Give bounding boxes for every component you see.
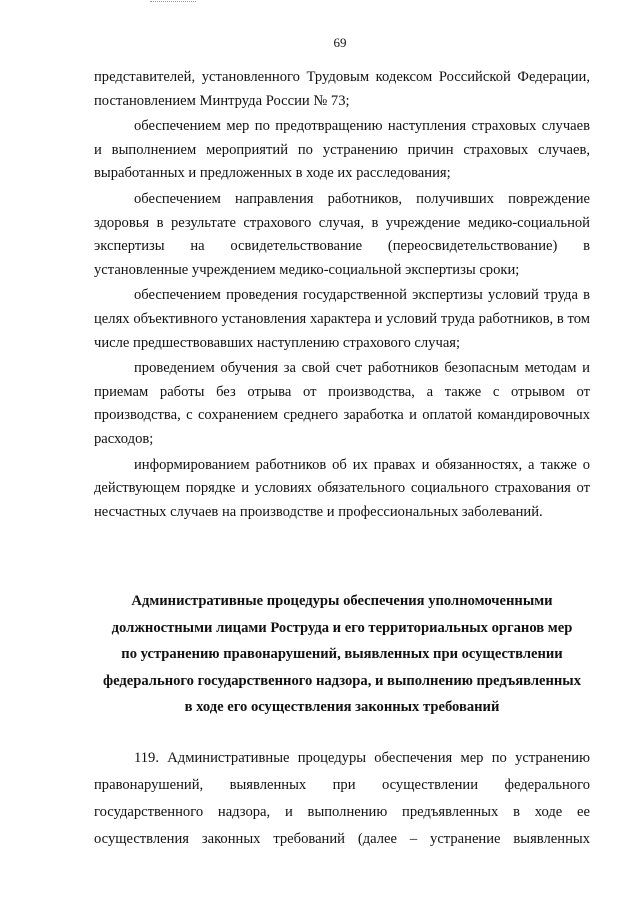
paragraph: информированием работников об их правах и обязанностях, а также о действующем порядке и условиях обязательного социального страхования от несчастных случаев на производстве и профессиональных заболеваний. bbox=[94, 456, 590, 520]
item-119-paragraph: 119. Административные процедуры обеспечения мер по устранению правонарушений, выявленных при осуществлении федерального государственного надзора, и выполнению предъявленных в ходе ее осуществления законных требований (далее – устранение выявленных bbox=[94, 750, 590, 847]
section-heading bbox=[94, 588, 590, 721]
section-heading-line: в ходе его осуществления законных требований bbox=[184, 699, 500, 715]
paragraph: обеспечением мер по предотвращению наступления страховых случаев и выполнением мероприятий по устранению причин страховых случаев, выработанных и предложенных в ходе их расследования; bbox=[94, 118, 590, 182]
paragraph: обеспечением проведения государственной экспертизы условий труда в целях объективного установления характера и условий труда работников, в том числе предшествовавших наступлению страхового случая; bbox=[94, 287, 590, 351]
paragraph: проведением обучения за свой счет работников безопасным методам и приемам работы без отрыва от производства, а также с отрывом от производства, с сохранением среднего заработка и оплатой командировочных расходов; bbox=[94, 360, 590, 447]
paragraph: обеспечением направления работников, получивших повреждение здоровья в результате страхового случая, в учреждение медико-социальной экспертизы на освидетельствование (переосвидетельствование) в установленные учреждением медико-социальной экспертизы сроки; bbox=[94, 190, 590, 278]
scan-edge-mark bbox=[150, 1, 196, 3]
section-heading-line: должностными лицами Роструда и его территориальных органов мер bbox=[111, 619, 573, 636]
section-heading-line: Административные процедуры обеспечения уполномоченными bbox=[131, 593, 553, 609]
section-heading-line: федерального государственного надзора, и выполнению предъявленных bbox=[103, 672, 581, 689]
paragraph-continuation: представителей, установленного Трудовым кодексом Российской Федерации, постановлением Минтруда России № 73; bbox=[94, 69, 590, 109]
body-text bbox=[94, 66, 590, 524]
section-heading-line: по устранению правонарушений, выявленных при осуществлении bbox=[121, 646, 563, 662]
page-number: 69 bbox=[333, 35, 347, 50]
